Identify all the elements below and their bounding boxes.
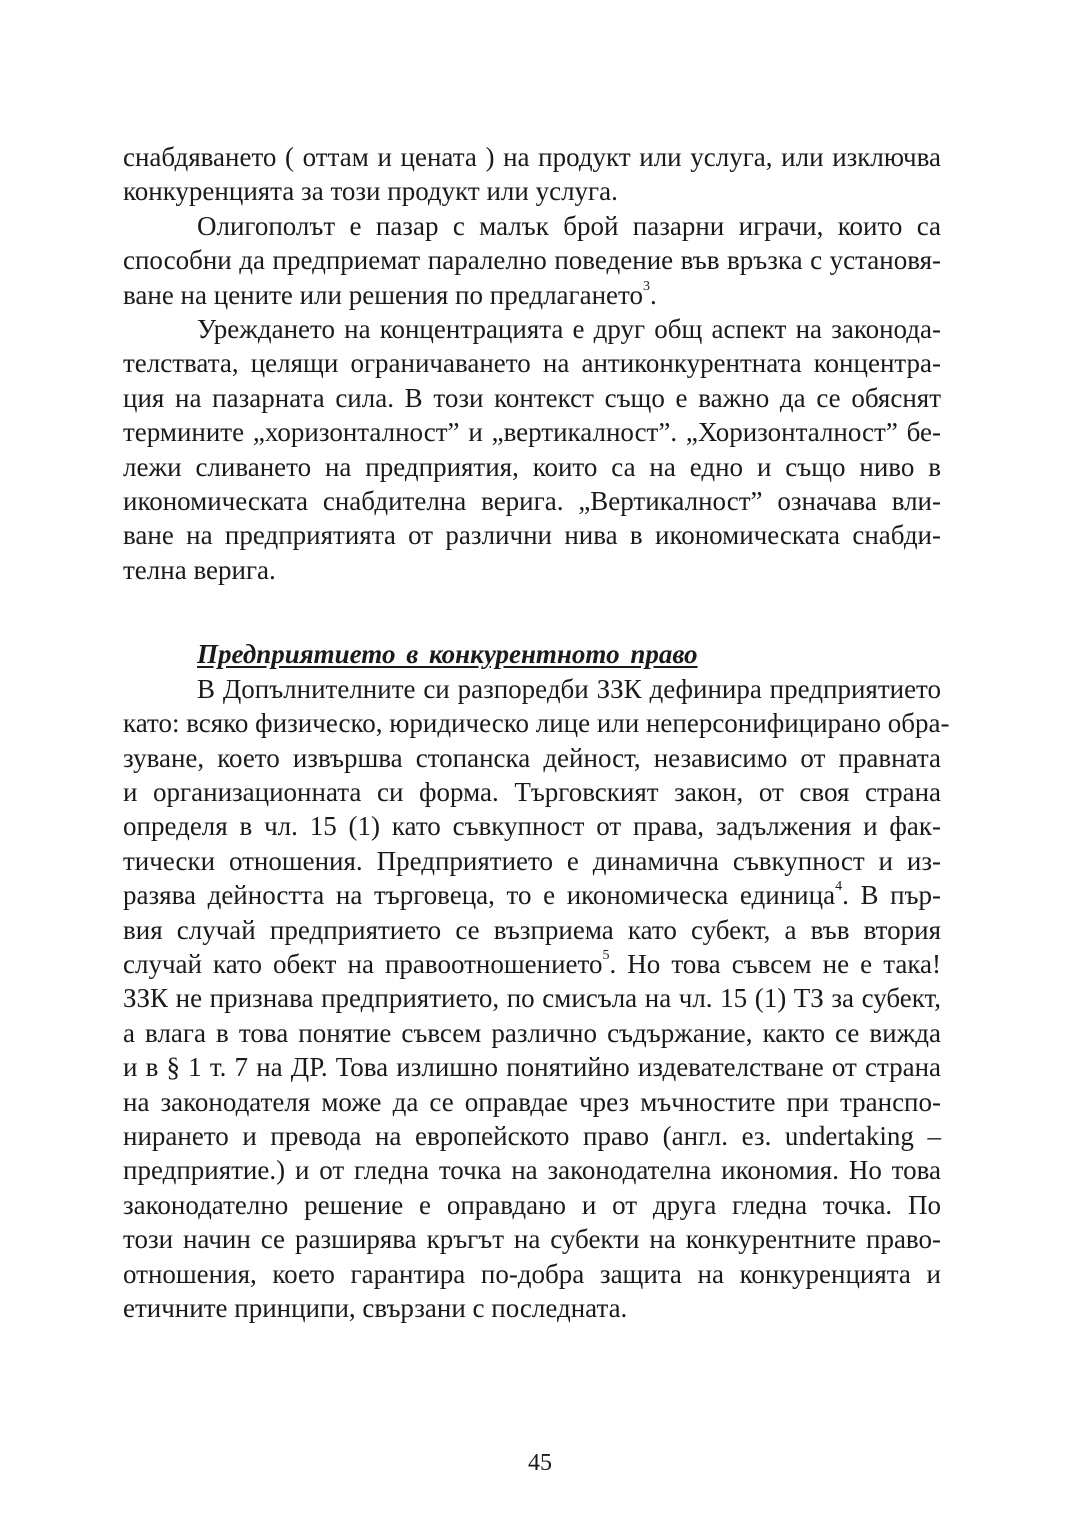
text-line: етичните принципи, свързани с последната. bbox=[123, 1293, 628, 1323]
text-line: икономическата снабдителна верига. „Вертикалност” означава вли- bbox=[123, 486, 941, 517]
text-line: ция на пазарната сила. В този контекст също е важно да се обяснят bbox=[123, 382, 941, 413]
footnote-reference[interactable]: 3 bbox=[642, 278, 650, 294]
page-body bbox=[123, 140, 950, 1325]
text-line: а влага в това понятие съвсем различно съдържание, както се вижда bbox=[123, 1017, 941, 1048]
text-fragment: случай като обект на правоотношението bbox=[123, 948, 603, 979]
footnote-reference[interactable]: 5 bbox=[602, 947, 610, 963]
text-line: отношения, което гарантира по-добра защита на конкуренцията и bbox=[123, 1258, 941, 1289]
text-line bbox=[123, 947, 941, 981]
text-line: вия случай предприятието се възприема като субект, а във втория bbox=[123, 914, 941, 945]
text-line: и организационната си форма. Търговският закон, от своя страна bbox=[123, 776, 941, 807]
text-line: Олигополът е пазар с малък брой пазарни играчи, които са bbox=[197, 210, 941, 241]
paragraph-oligopoly bbox=[123, 209, 941, 312]
paragraph-continuation bbox=[123, 140, 941, 209]
text-line: телна верига. bbox=[123, 554, 276, 585]
text-line: Уреждането на концентрацията е друг общ аспект на законода- bbox=[197, 314, 941, 345]
text-fragment: . bbox=[649, 279, 657, 310]
text-line: на законодателя може да се оправдае чрез мъчностите при транспо- bbox=[123, 1086, 941, 1117]
text-fragment: . Но това съвсем не е така! bbox=[609, 948, 942, 979]
text-line: този начин се разширява кръгът на субекти на конкурентните право- bbox=[123, 1224, 941, 1255]
text-line: термините „хоризонталност” и „вертикалност”. „Хоризонталност” бе- bbox=[123, 417, 941, 448]
footnote-reference[interactable]: 4 bbox=[835, 879, 843, 895]
text-fragment: разява дейността на търговеца, то е икономическа единица bbox=[123, 880, 836, 911]
text-line: зуване, което извършва стопанска дейност, независимо от правната bbox=[123, 742, 941, 773]
text-line: ване на предприятията от различни нива в икономическата снабди- bbox=[123, 520, 941, 551]
paragraph-enterprise bbox=[123, 672, 950, 1326]
text-line: законодателно решение е оправдано и от друга гледна точка. По bbox=[123, 1189, 941, 1220]
text-line: снабдяването ( оттам и цената ) на продукт или услуга, или изключва bbox=[123, 142, 941, 172]
text-line: като: всяко физическо, юридическо лице или неперсонифицирано обра- bbox=[123, 708, 950, 739]
text-fragment: . В пър- bbox=[842, 880, 941, 911]
text-line: предприятие.) и от гледна точка на законодателна икономия. Но това bbox=[123, 1155, 941, 1186]
text-line: определя в чл. 15 (1) като съвкупност от права, задължения и фак- bbox=[123, 811, 941, 842]
text-line: и в § 1 т. 7 на ДР. Това излишно понятийно издевателстване от страна bbox=[123, 1052, 941, 1083]
text-line: лежи сливането на предприятия, които са на едно и също ниво в bbox=[123, 451, 941, 482]
text-line: конкуренцията за този продукт или услуга. bbox=[123, 176, 618, 207]
section-heading: Предприятието в конкурентното право bbox=[197, 639, 698, 670]
text-line bbox=[123, 278, 941, 312]
text-fragment: ване на цените или решения по предлагането bbox=[123, 279, 643, 310]
text-line: телствата, целящи ограничаването на антиконкурентната концентра- bbox=[123, 348, 941, 379]
text-line: тически отношения. Предприятието е динамична съвкупност и из- bbox=[123, 845, 941, 876]
text-line bbox=[123, 878, 941, 912]
page-number: 45 bbox=[528, 1450, 552, 1476]
text-line: способни да предприемат паралелно поведение във връзка с установя- bbox=[123, 245, 941, 276]
text-line: нирането и превода на европейското право (англ. ез. undertaking – bbox=[123, 1120, 941, 1151]
paragraph-concentration bbox=[123, 312, 941, 587]
section-spacer bbox=[123, 587, 941, 637]
text-line: В Допълнителните си разпоредби ЗЗК дефинира предприятието bbox=[197, 673, 941, 704]
text-line: ЗЗК не признава предприятието, по смисъла на чл. 15 (1) ТЗ за субект, bbox=[123, 983, 941, 1014]
